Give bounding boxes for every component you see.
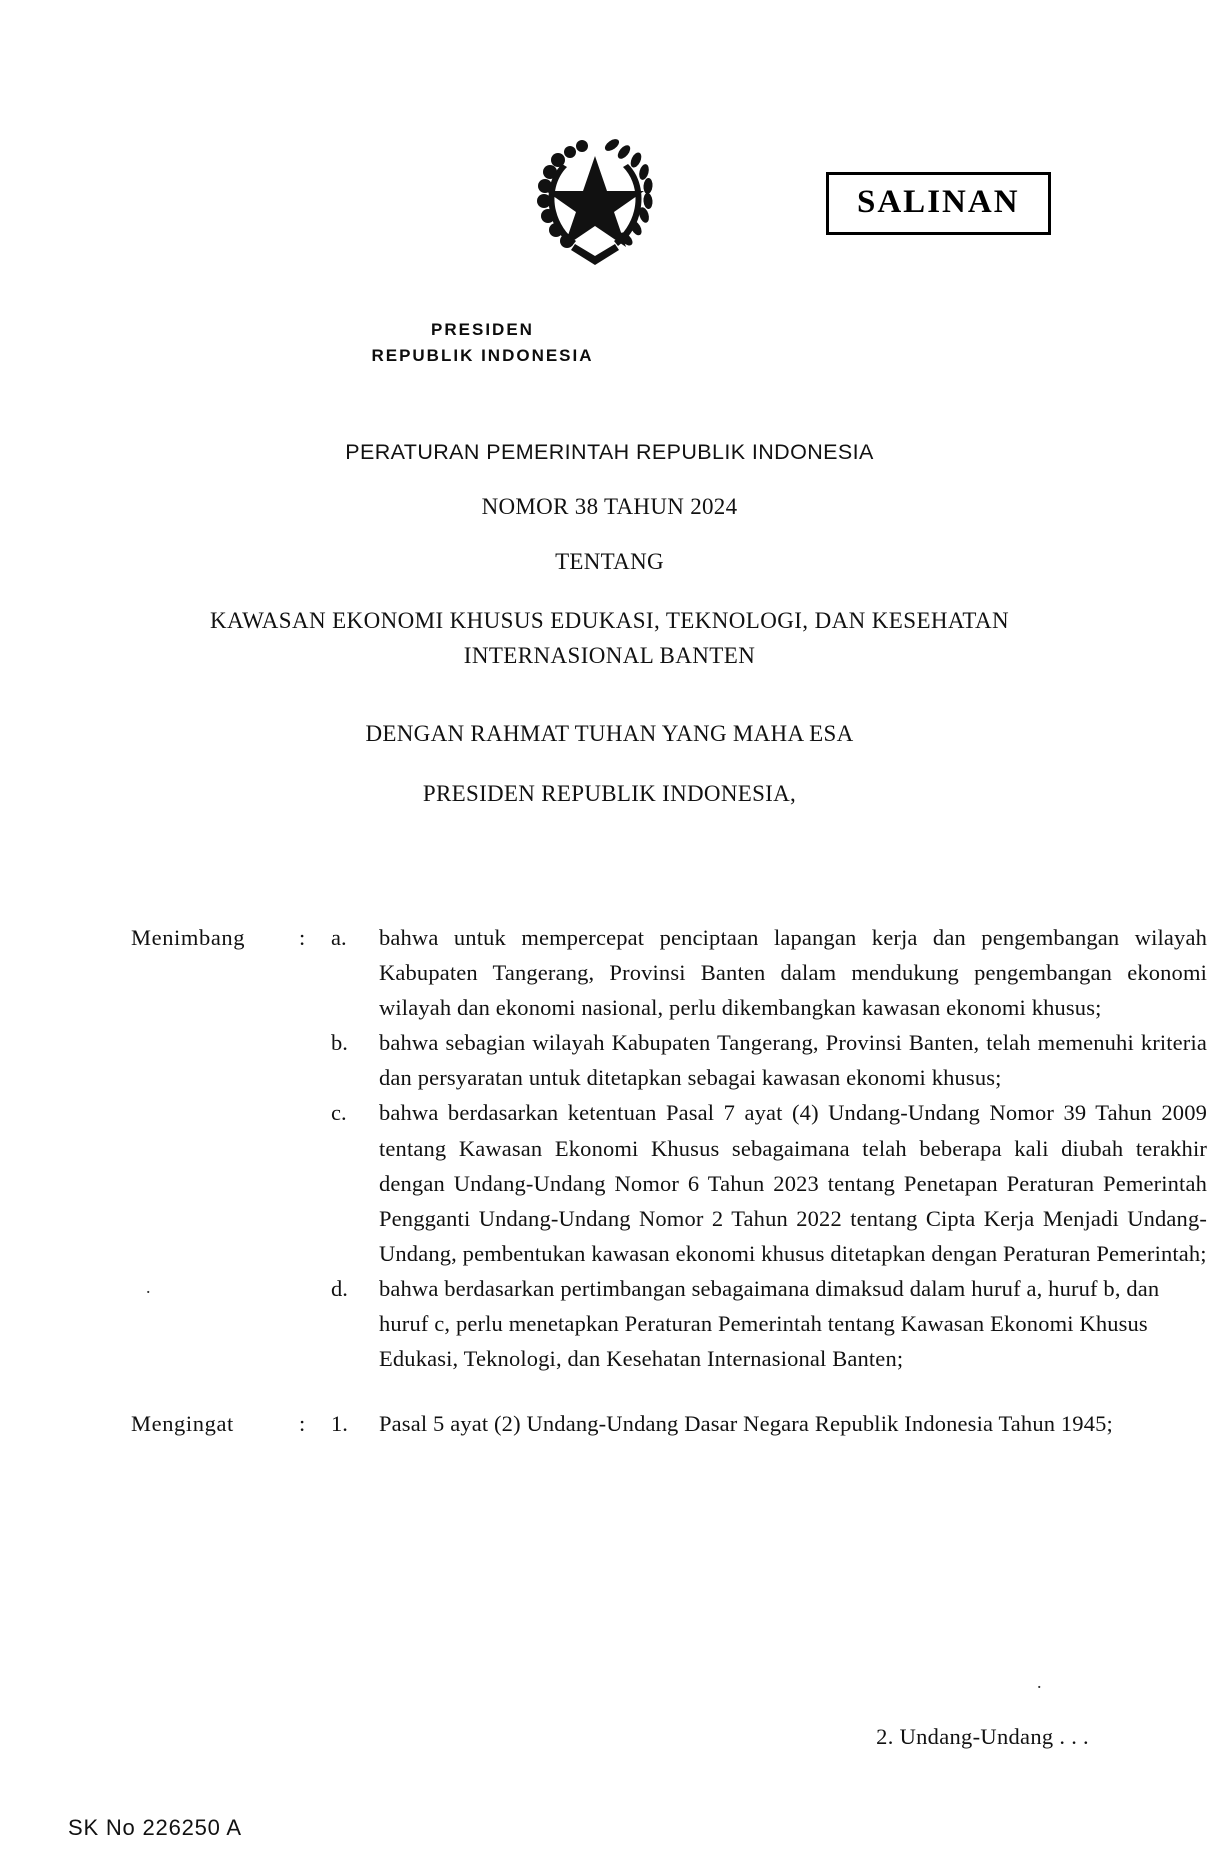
title-spacer bbox=[0, 701, 1219, 721]
salinan-stamp bbox=[826, 172, 1051, 235]
clause-marker: a. bbox=[331, 925, 347, 950]
clause-text: bahwa berdasarkan pertimbangan sebagaimana dimaksud dalam huruf a, huruf b, dan huruf c, perlu menetapkan Peraturan Pemerintah tentang Kawasan Ekonomi Khusus Edukasi, Teknologi, dan Kesehatan Internasional Banten; bbox=[379, 1275, 1160, 1372]
title-regulation: PERATURAN PEMERINTAH REPUBLIK INDONESIA bbox=[345, 440, 874, 464]
document-title-block bbox=[0, 440, 1219, 841]
body-spacer bbox=[0, 1376, 1219, 1406]
clause-marker: 1. bbox=[331, 1411, 348, 1437]
menimbang-colon: : bbox=[299, 925, 306, 950]
clause-marker: b. bbox=[331, 1030, 348, 1056]
clause-label-empty bbox=[131, 1271, 299, 1376]
title-tentang: TENTANG bbox=[555, 549, 664, 574]
clause-marker: d. bbox=[331, 1275, 348, 1301]
title-signatory: PRESIDEN REPUBLIK INDONESIA, bbox=[422, 780, 797, 806]
header-president-line: PRESIDEN bbox=[431, 320, 534, 339]
clause-colon-empty bbox=[299, 1095, 331, 1270]
clause-label-empty bbox=[131, 1025, 299, 1095]
clause-marker: c. bbox=[331, 1100, 347, 1126]
clause-row bbox=[131, 1406, 1207, 1441]
document-header bbox=[0, 120, 1219, 380]
clause-row bbox=[131, 1271, 1207, 1376]
clause-row bbox=[131, 1095, 1207, 1270]
scan-artifact-dot: . bbox=[146, 1277, 151, 1297]
title-subject-line-1: KAWASAN EKONOMI KHUSUS EDUKASI, TEKNOLOGI, DAN KESEHATAN bbox=[210, 608, 1009, 633]
clause-text: Pasal 5 ayat (2) Undang-Undang Dasar Negara Republik Indonesia Tahun 1945; bbox=[379, 1411, 1113, 1437]
title-subject-line-2: INTERNASIONAL BANTEN bbox=[463, 643, 756, 669]
document-body bbox=[0, 920, 1219, 1441]
clause-colon-empty bbox=[299, 1271, 331, 1376]
page-continuation-note: 2. Undang-Undang . . . bbox=[876, 1724, 1089, 1749]
clause-text: bahwa untuk mempercepat penciptaan lapangan kerja dan pengembangan wilayah Kabupaten Tangerang, Provinsi Banten dalam mendukung pengembangan ekonomi wilayah dan ekonomi nasional, perlu dikembangkan kawasan ekonomi khusus; bbox=[379, 925, 1207, 1021]
title-blessing: DENGAN RAHMAT TUHAN YANG MAHA ESA bbox=[365, 720, 854, 746]
clause-label-empty bbox=[131, 1095, 299, 1270]
garuda-crest-icon bbox=[520, 120, 670, 275]
clause-row bbox=[131, 1025, 1207, 1095]
clause-text: bahwa berdasarkan ketentuan Pasal 7 ayat (4) Undang-Undang Nomor 39 Tahun 2009 tentang Kawasan Ekonomi Khusus sebagaimana telah beberapa kali diubah terakhir dengan Undang-Undang Nomor 6 Tahun 2023 tentang Penetapan Peraturan Pemerintah Pengganti Undang-Undang Nomor 2 Tahun 2022 tentang Cipta Kerja Menjadi Undang-Undang, pembentukan kawasan ekonomi khusus ditetapkan dengan Peraturan Pemerintah; bbox=[379, 1100, 1207, 1266]
salinan-stamp-label: SALINAN bbox=[857, 184, 1020, 220]
scan-artifact-dot: . bbox=[1037, 1672, 1042, 1692]
mengingat-label: Mengingat bbox=[131, 1411, 234, 1437]
clause-row bbox=[131, 920, 1207, 1025]
title-number: NOMOR 38 TAHUN 2024 bbox=[481, 494, 738, 519]
clause-text: bahwa sebagian wilayah Kabupaten Tangerang, Provinsi Banten, telah memenuhi kriteria dan persyaratan untuk ditetapkan sebagai kawasan ekonomi khusus; bbox=[379, 1030, 1207, 1091]
mengingat-colon: : bbox=[299, 1411, 306, 1437]
menimbang-label: Menimbang bbox=[131, 925, 246, 950]
sk-code: SK No 226250 A bbox=[68, 1815, 242, 1840]
clause-colon-empty bbox=[299, 1025, 331, 1095]
header-republic-line: REPUBLIK INDONESIA bbox=[371, 346, 594, 365]
